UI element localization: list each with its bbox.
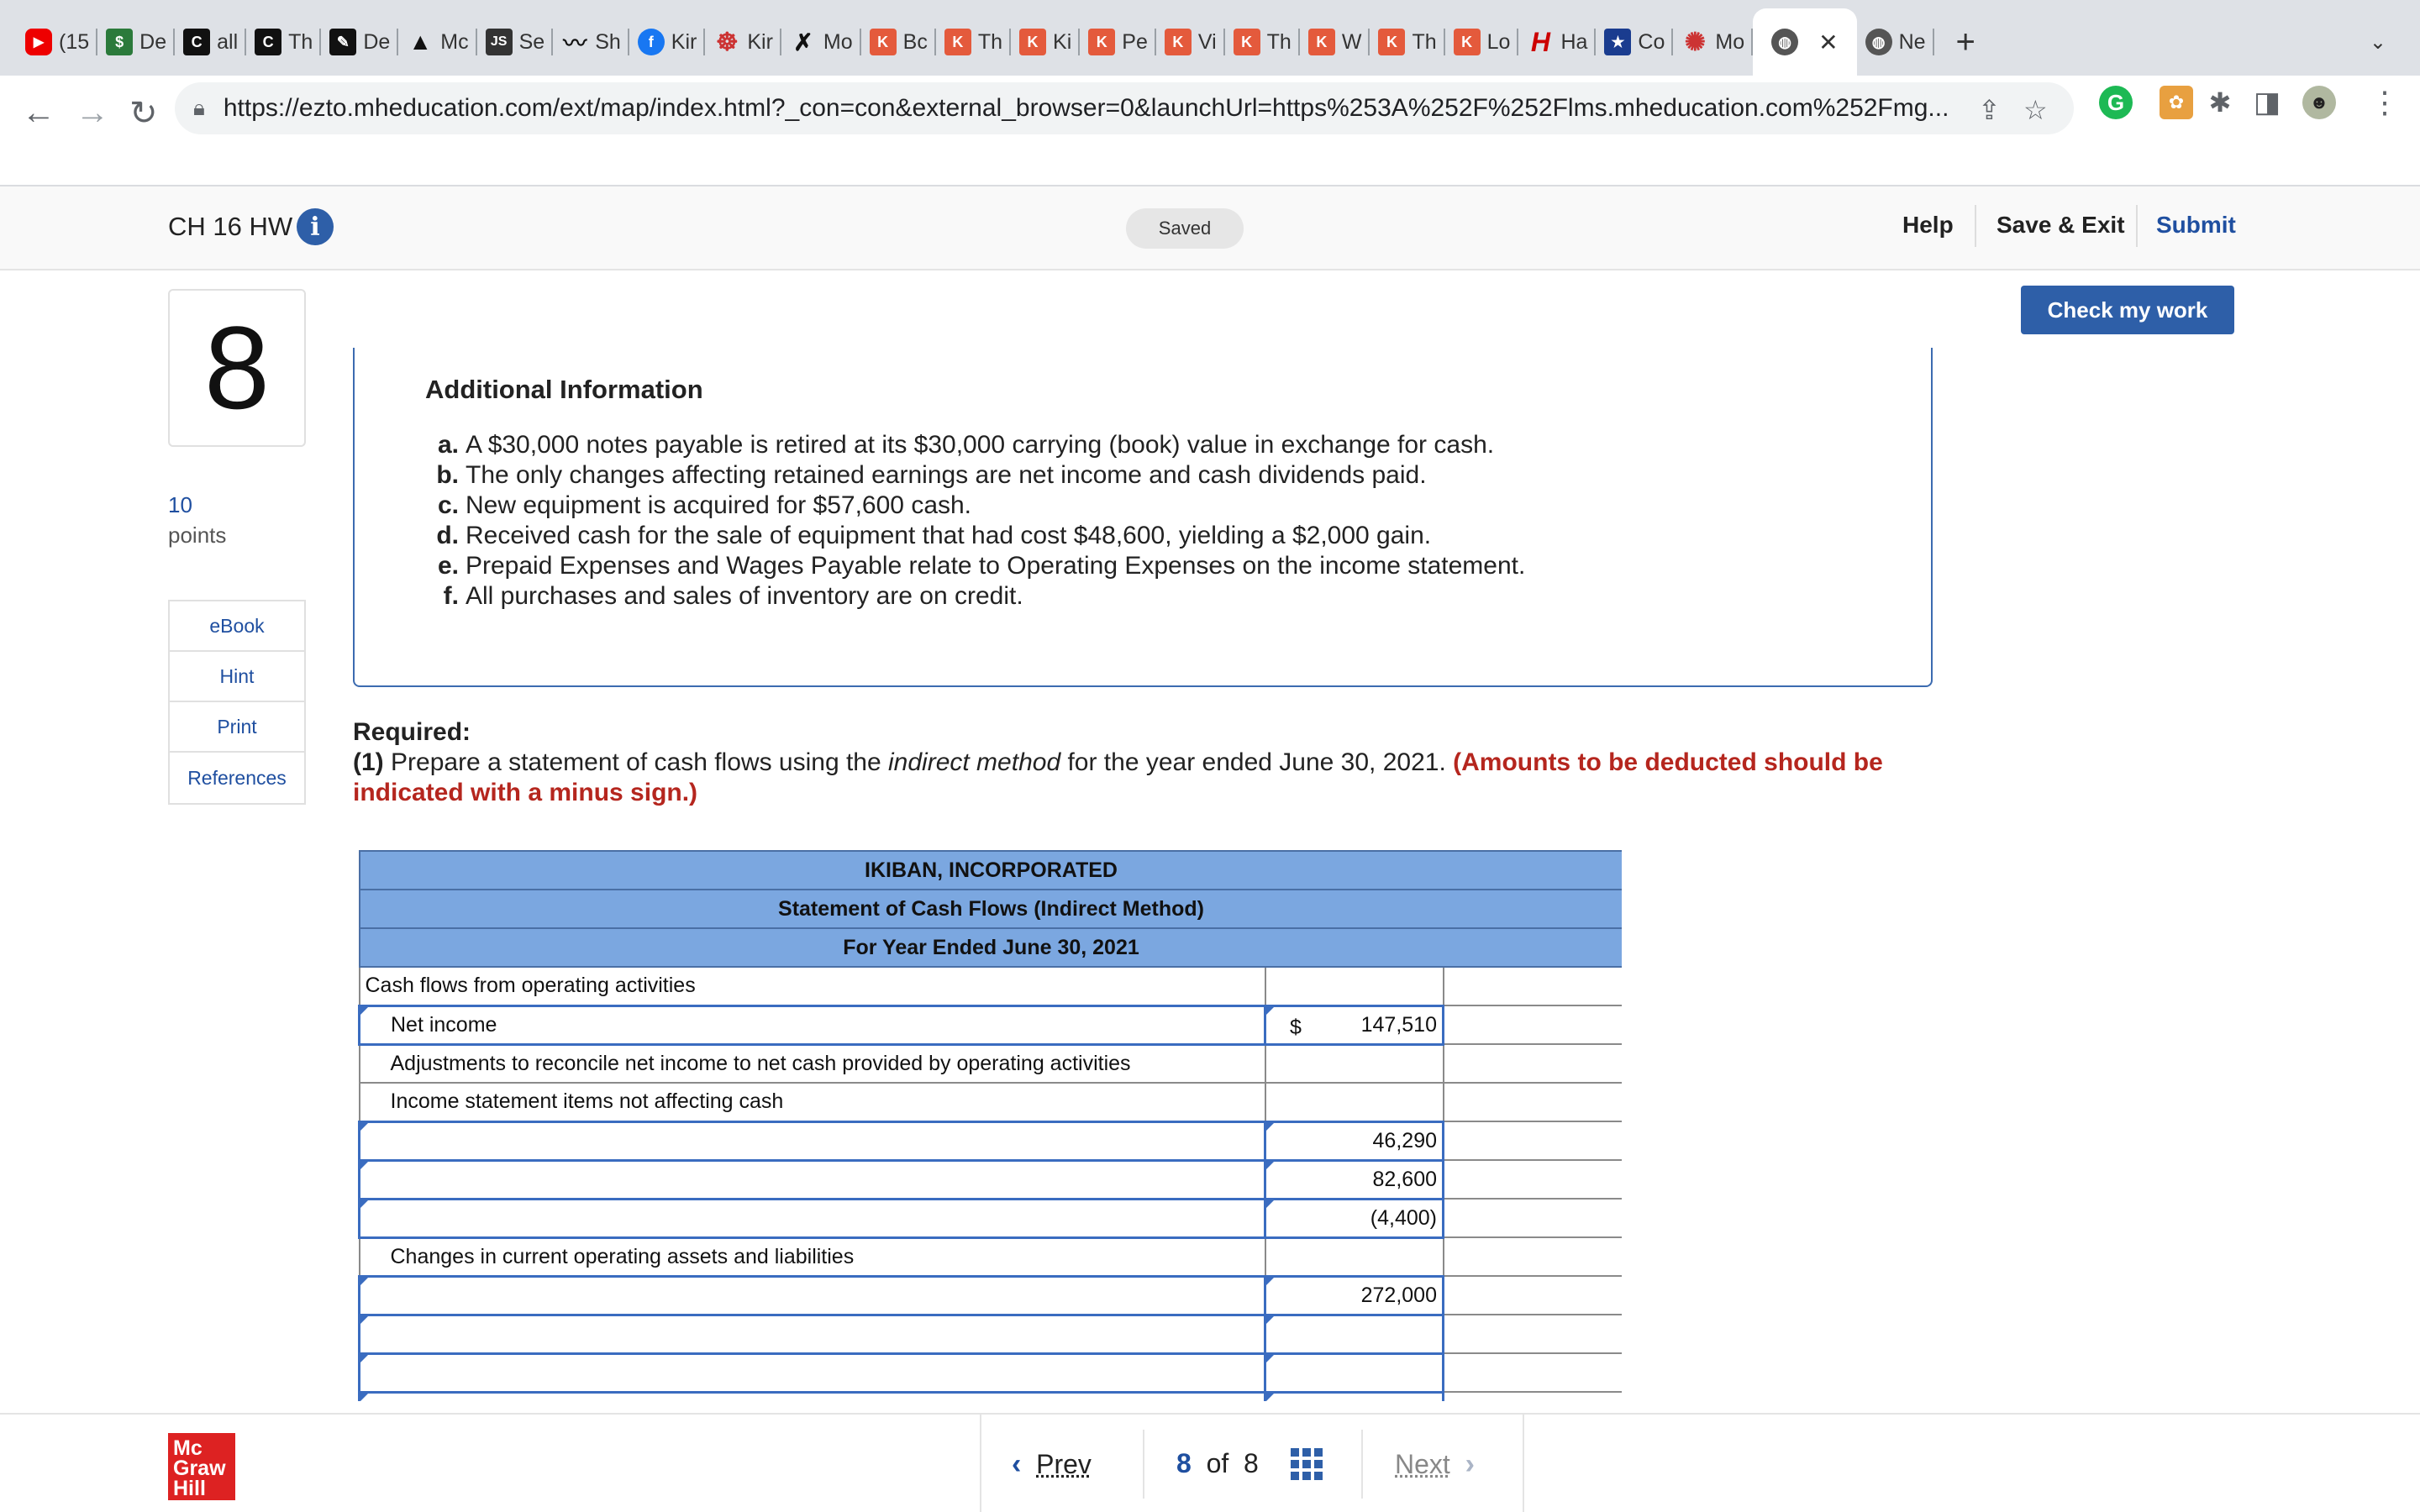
empty-cell bbox=[1444, 1315, 1623, 1353]
noncash-items-label: Income statement items not affecting cash bbox=[360, 1083, 1265, 1121]
item-letter: c. bbox=[437, 491, 459, 519]
change-label-input[interactable] bbox=[360, 1353, 1265, 1392]
additional-info-list bbox=[429, 430, 1525, 612]
browser-tab[interactable] bbox=[1857, 8, 1934, 76]
k-icon: K bbox=[1234, 29, 1260, 55]
browser-menu-icon[interactable]: ⋮ bbox=[2370, 85, 2400, 119]
table-row bbox=[360, 1315, 1623, 1353]
grammarly-extension-icon[interactable]: G bbox=[2099, 86, 2133, 119]
globe-icon: ◍ bbox=[1865, 29, 1892, 55]
scribble-icon: 〰 bbox=[563, 30, 587, 56]
change-amount-input[interactable] bbox=[1265, 1353, 1444, 1392]
dollar-icon: $ bbox=[106, 29, 133, 55]
mcgraw-hill-logo bbox=[168, 1433, 235, 1500]
tab-label: Ki bbox=[1053, 29, 1072, 54]
browser-tab[interactable] bbox=[1225, 8, 1300, 76]
k-icon: K bbox=[1308, 29, 1335, 55]
statement-period: For Year Ended June 30, 2021 bbox=[360, 928, 1623, 967]
next-label: Next bbox=[1395, 1449, 1450, 1479]
list-item bbox=[429, 581, 1525, 612]
header-divider bbox=[2136, 205, 2138, 247]
chevron-left-icon: ‹ bbox=[1012, 1448, 1022, 1480]
back-arrow-icon[interactable]: ← bbox=[22, 94, 55, 131]
h-icon: H bbox=[1530, 26, 1550, 57]
adjustment-amount-input[interactable]: (4,400) bbox=[1265, 1199, 1444, 1237]
required-text-end: for the year ended June 30, 2021. bbox=[1060, 748, 1446, 776]
empty-cell bbox=[1444, 1392, 1623, 1401]
k-icon: K bbox=[1088, 29, 1115, 55]
adjustment-amount-input[interactable]: 82,600 bbox=[1265, 1160, 1444, 1199]
table-row bbox=[360, 1121, 1623, 1160]
adjustment-label-input[interactable] bbox=[360, 1160, 1265, 1199]
empty-cell bbox=[1265, 967, 1444, 1005]
required-part: (1) bbox=[353, 748, 384, 776]
browser-tab[interactable] bbox=[1596, 8, 1673, 76]
profile-avatar[interactable]: ☻ bbox=[2302, 86, 2336, 119]
bookmark-star-icon[interactable]: ☆ bbox=[2023, 95, 2048, 125]
browser-tab[interactable] bbox=[861, 8, 936, 76]
item-text: All purchases and sales of inventory are on credit. bbox=[466, 582, 1023, 610]
globe-icon: ◍ bbox=[1771, 29, 1798, 55]
logo-line: Hill bbox=[173, 1477, 206, 1500]
tab-label: all bbox=[217, 29, 239, 54]
empty-cell bbox=[1444, 1199, 1623, 1237]
item-text: A $30,000 notes payable is retired at its $30,000 carrying (book) value in exchange for cash. bbox=[466, 431, 1495, 459]
chegg-icon: C bbox=[255, 29, 281, 55]
browser-tab[interactable] bbox=[97, 8, 175, 76]
item-letter: d. bbox=[436, 522, 459, 549]
k-icon: K bbox=[1019, 29, 1046, 55]
browser-tab[interactable] bbox=[175, 8, 246, 76]
browser-tab[interactable] bbox=[1518, 8, 1596, 76]
question-grid-icon[interactable] bbox=[1291, 1448, 1323, 1480]
logo-line: Mc bbox=[173, 1436, 203, 1460]
badge-icon: ☸ bbox=[715, 28, 739, 56]
chegg-icon: C bbox=[183, 29, 210, 55]
table-row bbox=[360, 1276, 1623, 1315]
page-of: of bbox=[1206, 1448, 1229, 1478]
extensions-puzzle-icon[interactable]: ✱ bbox=[2208, 87, 2232, 118]
js-icon: JS bbox=[486, 29, 513, 55]
forward-arrow-icon[interactable]: → bbox=[76, 94, 109, 131]
section-label: Cash flows from operating activities bbox=[360, 967, 1265, 1005]
browser-tab-bar bbox=[0, 0, 2420, 84]
question-footer bbox=[0, 1413, 2420, 1512]
browser-tab[interactable] bbox=[1011, 8, 1080, 76]
list-item bbox=[429, 551, 1525, 581]
change-amount-input[interactable] bbox=[1265, 1315, 1444, 1353]
edit-icon: ✎ bbox=[329, 29, 356, 55]
required-text: Prepare a statement of cash flows using the bbox=[391, 748, 889, 776]
question-pager bbox=[980, 1415, 1524, 1512]
adjustment-label-input[interactable] bbox=[360, 1121, 1265, 1160]
empty-cell bbox=[1444, 1353, 1623, 1392]
tab-label: De bbox=[139, 29, 167, 54]
browser-tab[interactable] bbox=[553, 8, 629, 76]
currency-sign: $ bbox=[1290, 1015, 1302, 1039]
tab-label: (15 bbox=[59, 29, 90, 54]
empty-cell bbox=[1265, 1237, 1444, 1276]
k-icon: K bbox=[944, 29, 971, 55]
table-row bbox=[360, 1044, 1623, 1083]
browser-toolbar bbox=[0, 76, 2420, 186]
tab-label: Ha bbox=[1560, 29, 1588, 54]
tab-label: W bbox=[1341, 29, 1362, 54]
tab-label: Lo bbox=[1486, 29, 1511, 54]
tab-label: Th bbox=[1266, 29, 1292, 54]
empty-cell bbox=[1444, 1237, 1623, 1276]
additional-info-title: Additional Information bbox=[425, 375, 703, 404]
tab-label: Se bbox=[518, 29, 545, 54]
empty-cell bbox=[1265, 1083, 1444, 1121]
cash-flow-worksheet bbox=[358, 850, 1622, 1401]
browser-tab[interactable] bbox=[477, 8, 554, 76]
required-method: indirect method bbox=[888, 748, 1061, 776]
k-icon: K bbox=[1454, 29, 1481, 55]
browser-tab[interactable] bbox=[398, 8, 476, 76]
empty-cell bbox=[1265, 1044, 1444, 1083]
chevron-right-icon: › bbox=[1465, 1448, 1475, 1480]
statement-title: Statement of Cash Flows (Indirect Method) bbox=[360, 890, 1623, 928]
drive-icon: ▲ bbox=[408, 29, 433, 55]
new-tab-button[interactable]: + bbox=[1955, 23, 1975, 60]
total-pages: 8 bbox=[1244, 1448, 1259, 1478]
list-item bbox=[429, 491, 1525, 521]
star-icon: ★ bbox=[1604, 29, 1631, 55]
tab-search-icon[interactable]: ⌄ bbox=[2369, 31, 2386, 54]
prev-label: Prev bbox=[1036, 1449, 1092, 1479]
close-tab-icon[interactable]: ✕ bbox=[1818, 29, 1839, 55]
submit-button[interactable]: Submit bbox=[2156, 212, 2236, 238]
change-amount-input[interactable] bbox=[1265, 1392, 1444, 1401]
share-icon[interactable]: ⇪ bbox=[1978, 95, 2001, 125]
points-value: 10 bbox=[168, 492, 192, 517]
browser-tab[interactable] bbox=[321, 8, 398, 76]
points-label: points bbox=[168, 522, 227, 548]
browser-tab[interactable] bbox=[1370, 8, 1444, 76]
question-number: 8 bbox=[168, 289, 306, 447]
browser-tab[interactable] bbox=[17, 8, 97, 76]
required-instructions bbox=[353, 717, 1949, 808]
item-letter: f. bbox=[443, 582, 459, 610]
hint-button[interactable]: Hint bbox=[170, 652, 304, 702]
tab-label: Mc bbox=[440, 29, 469, 54]
table-row bbox=[360, 1392, 1623, 1401]
required-body bbox=[353, 748, 1949, 808]
list-item bbox=[429, 460, 1525, 491]
table-row bbox=[360, 967, 1623, 1005]
net-income-value: 147,510 bbox=[1360, 1012, 1437, 1037]
browser-tab-active[interactable] bbox=[1753, 8, 1856, 76]
empty-cell bbox=[1444, 1276, 1623, 1315]
empty-cell bbox=[1444, 1083, 1623, 1121]
adjustment-amount-input[interactable]: 46,290 bbox=[1265, 1121, 1444, 1160]
table-row bbox=[360, 928, 1623, 967]
browser-tab[interactable] bbox=[629, 8, 706, 76]
info-icon[interactable]: i bbox=[297, 208, 334, 245]
adjustment-label-input[interactable] bbox=[360, 1199, 1265, 1237]
question-tools bbox=[168, 600, 306, 805]
item-letter: b. bbox=[436, 461, 459, 489]
adjustments-label: Adjustments to reconcile net income to net cash provided by operating activities bbox=[360, 1044, 1265, 1083]
table-row bbox=[360, 1199, 1623, 1237]
k-icon: K bbox=[870, 29, 897, 55]
k-icon: K bbox=[1165, 29, 1192, 55]
table-row bbox=[360, 1237, 1623, 1276]
list-item bbox=[429, 521, 1525, 551]
list-item bbox=[429, 430, 1525, 460]
reload-icon[interactable]: ↻ bbox=[129, 95, 158, 132]
tab-strip bbox=[17, 8, 1975, 76]
logo-line: Graw bbox=[173, 1457, 226, 1480]
header-divider bbox=[1975, 205, 1976, 247]
browser-tab[interactable] bbox=[705, 8, 781, 76]
tab-label: Mo bbox=[823, 29, 853, 54]
lock-icon: 🔒︎ bbox=[193, 95, 205, 120]
current-page: 8 bbox=[1176, 1448, 1192, 1478]
gear-icon: ✺ bbox=[1684, 28, 1706, 56]
tab-label: Ne bbox=[1898, 29, 1926, 54]
change-amount-input[interactable]: 272,000 bbox=[1265, 1276, 1444, 1315]
side-panel-icon[interactable]: ◨ bbox=[2253, 87, 2281, 118]
table-row bbox=[360, 1160, 1623, 1199]
item-letter: a. bbox=[437, 431, 459, 459]
k-icon: K bbox=[1378, 29, 1405, 55]
next-button[interactable] bbox=[1395, 1448, 1475, 1481]
tab-label: Sh bbox=[595, 29, 621, 54]
tab-label: Th bbox=[288, 29, 313, 54]
pager-divider bbox=[1143, 1430, 1144, 1499]
changes-label: Changes in current operating assets and liabilities bbox=[360, 1237, 1265, 1276]
ebook-button[interactable]: eBook bbox=[170, 601, 304, 652]
item-text: New equipment is acquired for $57,600 cash. bbox=[466, 491, 972, 519]
empty-cell bbox=[1444, 1044, 1623, 1083]
table-row bbox=[360, 1353, 1623, 1392]
help-button[interactable]: Help bbox=[1902, 212, 1954, 238]
table-row bbox=[360, 1005, 1623, 1044]
item-text: Received cash for the sale of equipment that had cost $48,600, yielding a $2,000 gain. bbox=[466, 522, 1432, 549]
saved-status-badge: Saved bbox=[1126, 208, 1244, 249]
pager-divider bbox=[1361, 1430, 1363, 1499]
browser-tab[interactable] bbox=[936, 8, 1011, 76]
item-letter: e. bbox=[437, 552, 459, 580]
browser-tab[interactable] bbox=[1445, 8, 1519, 76]
tab-label: Th bbox=[977, 29, 1003, 54]
worksheet-table bbox=[358, 850, 1622, 1401]
net-income-amount-input[interactable] bbox=[1265, 1005, 1444, 1044]
empty-cell bbox=[1444, 1121, 1623, 1160]
tab-label: Th bbox=[1412, 29, 1437, 54]
assignment-title: CH 16 HW bbox=[168, 212, 293, 241]
required-note: (Amounts to be deducted should be indicated with a minus sign.) bbox=[353, 748, 1883, 806]
browser-tab[interactable] bbox=[781, 8, 861, 76]
page-counter bbox=[1176, 1448, 1259, 1479]
tab-label: Bc bbox=[902, 29, 928, 54]
extension-badge-icon[interactable]: ✿ bbox=[2160, 86, 2193, 119]
check-my-work-button[interactable]: Check my work bbox=[2021, 286, 2234, 334]
required-heading: Required: bbox=[353, 718, 471, 746]
table-row bbox=[360, 890, 1623, 928]
item-text: Prepaid Expenses and Wages Payable relate to Operating Expenses on the income statement. bbox=[466, 552, 1526, 580]
tab-label: Kir bbox=[747, 29, 773, 54]
tab-label: Co bbox=[1638, 29, 1665, 54]
browser-tab[interactable] bbox=[1080, 8, 1156, 76]
net-income-label-input[interactable]: Net income bbox=[360, 1005, 1265, 1044]
prev-button[interactable] bbox=[1012, 1448, 1092, 1481]
empty-cell bbox=[1444, 1160, 1623, 1199]
tab-label: De bbox=[363, 29, 391, 54]
browser-tab[interactable] bbox=[246, 8, 321, 76]
save-exit-button[interactable]: Save & Exit bbox=[1996, 212, 2125, 238]
browser-tab[interactable] bbox=[1300, 8, 1370, 76]
browser-tab[interactable] bbox=[1156, 8, 1225, 76]
change-label-input[interactable] bbox=[360, 1392, 1265, 1401]
table-row bbox=[360, 851, 1623, 890]
assignment-header bbox=[0, 186, 2420, 270]
facebook-icon: f bbox=[638, 29, 665, 55]
empty-cell bbox=[1444, 967, 1623, 1005]
company-name: IKIBAN, INCORPORATED bbox=[360, 851, 1623, 890]
tab-label: Vi bbox=[1197, 29, 1217, 54]
browser-tab[interactable] bbox=[1673, 8, 1753, 76]
scroll-icon: ✗ bbox=[793, 29, 813, 55]
tab-label: Pe bbox=[1122, 29, 1148, 54]
address-bar[interactable] bbox=[175, 82, 2074, 134]
youtube-icon: ▶ bbox=[25, 29, 52, 55]
item-text: The only changes affecting retained earnings are net income and cash dividends paid. bbox=[466, 461, 1427, 489]
change-label-input[interactable] bbox=[360, 1315, 1265, 1353]
change-label-input[interactable] bbox=[360, 1276, 1265, 1315]
empty-cell bbox=[1444, 1005, 1623, 1044]
print-button[interactable]: Print bbox=[170, 702, 304, 753]
tab-label: Kir bbox=[671, 29, 697, 54]
url-text[interactable]: https://ezto.mheducation.com/ext/map/index.html?_con=con&external_browser=0&launchUrl=https%253A%252F%252Flms.mheducation.com%252Fmg... bbox=[223, 94, 1949, 122]
table-row bbox=[360, 1083, 1623, 1121]
references-button[interactable]: References bbox=[187, 766, 287, 789]
tab-label: Mo bbox=[1715, 29, 1745, 54]
